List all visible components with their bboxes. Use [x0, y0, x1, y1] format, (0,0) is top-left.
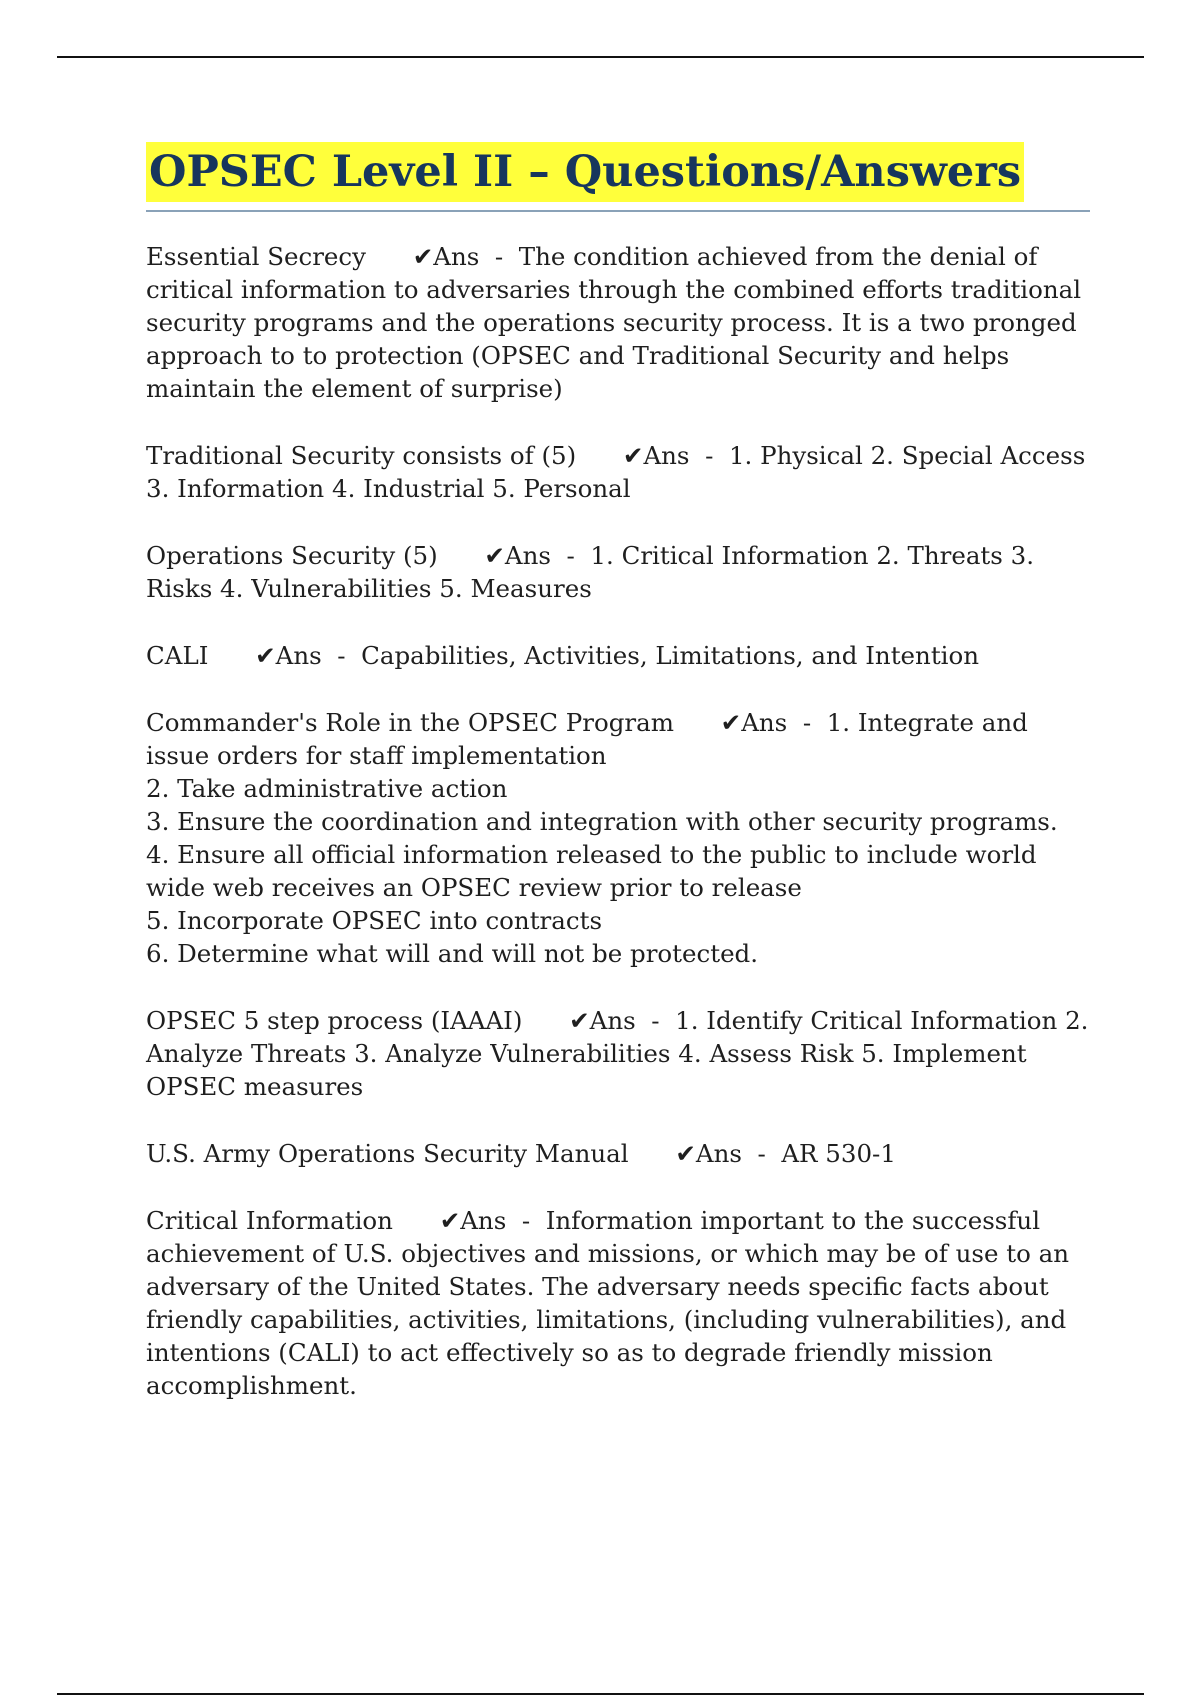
qa-item: [146, 1004, 1090, 1103]
document-body: [146, 142, 1090, 1436]
qa-question: Operations Security (5): [146, 541, 438, 570]
answer-marker: ✔Ans -: [484, 541, 591, 570]
qa-answer: Capabilities, Activities, Limitations, and Intention: [361, 641, 980, 670]
qa-answer: 1. Physical 2. Special Access 3. Information 4. Industrial 5. Personal: [146, 441, 1086, 503]
title-block: [146, 142, 1090, 212]
answer-marker: ✔Ans -: [255, 641, 362, 670]
qa-item: [146, 706, 1090, 970]
qa-question: CALI: [146, 641, 209, 670]
qa-question: Commander's Role in the OPSEC Program: [146, 708, 674, 737]
qa-answer: Information important to the successful achievement of U.S. objectives and missions, or which may be of use to an adversary of the United States. The adversary needs specific facts about friendly capabilities, activities, limitations, (including vulnerabilities), and intentions (CALI) to act effectively so as to degrade friendly mission accomplishment.: [146, 1206, 1069, 1400]
qa-item: [146, 639, 1090, 672]
header-rule: [57, 56, 1144, 58]
page-title: OPSEC Level II – Questions/Answers: [146, 142, 1024, 202]
footer-rule: [57, 1693, 1144, 1695]
answer-marker: ✔Ans -: [675, 1139, 782, 1168]
qa-question: Critical Information: [146, 1206, 393, 1235]
answer-marker: ✔Ans -: [412, 242, 519, 271]
qa-answer: 1. Integrate and issue orders for staff implementation 2. Take administrative action 3. Ensure the coordination and integration with other security programs. 4. Ensure all official information released to the public to include world wide web receives an OPSEC review prior to release 5. Incorporate OPSEC into contracts 6. Determine what will and will not be protected.: [146, 708, 1058, 968]
qa-item: [146, 539, 1090, 605]
qa-answer: 1. Critical Information 2. Threats 3. Risks 4. Vulnerabilities 5. Measures: [146, 541, 1035, 603]
answer-marker: ✔Ans -: [439, 1206, 546, 1235]
qa-question: OPSEC 5 step process (IAAAI): [146, 1006, 523, 1035]
qa-answer: AR 530-1: [781, 1139, 896, 1168]
qa-question: Traditional Security consists of (5): [146, 441, 577, 470]
qa-question: Essential Secrecy: [146, 242, 366, 271]
qa-item: [146, 1204, 1090, 1402]
qa-answer: 1. Identify Critical Information 2. Analyze Threats 3. Analyze Vulnerabilities 4. Assess Risk 5. Implement OPSEC measures: [146, 1006, 1089, 1101]
answer-marker: ✔Ans -: [720, 708, 827, 737]
qa-item: [146, 240, 1090, 405]
answer-marker: ✔Ans -: [569, 1006, 676, 1035]
qa-question: U.S. Army Operations Security Manual: [146, 1139, 629, 1168]
qa-answer: The condition achieved from the denial of critical information to adversaries through the combined efforts traditional security programs and the operations security process. It is a two pronged approach to to protection (OPSEC and Traditional Security and helps maintain the element of surprise): [146, 242, 1082, 403]
qa-item: [146, 439, 1090, 505]
answer-marker: ✔Ans -: [622, 441, 729, 470]
qa-item: [146, 1137, 1090, 1170]
